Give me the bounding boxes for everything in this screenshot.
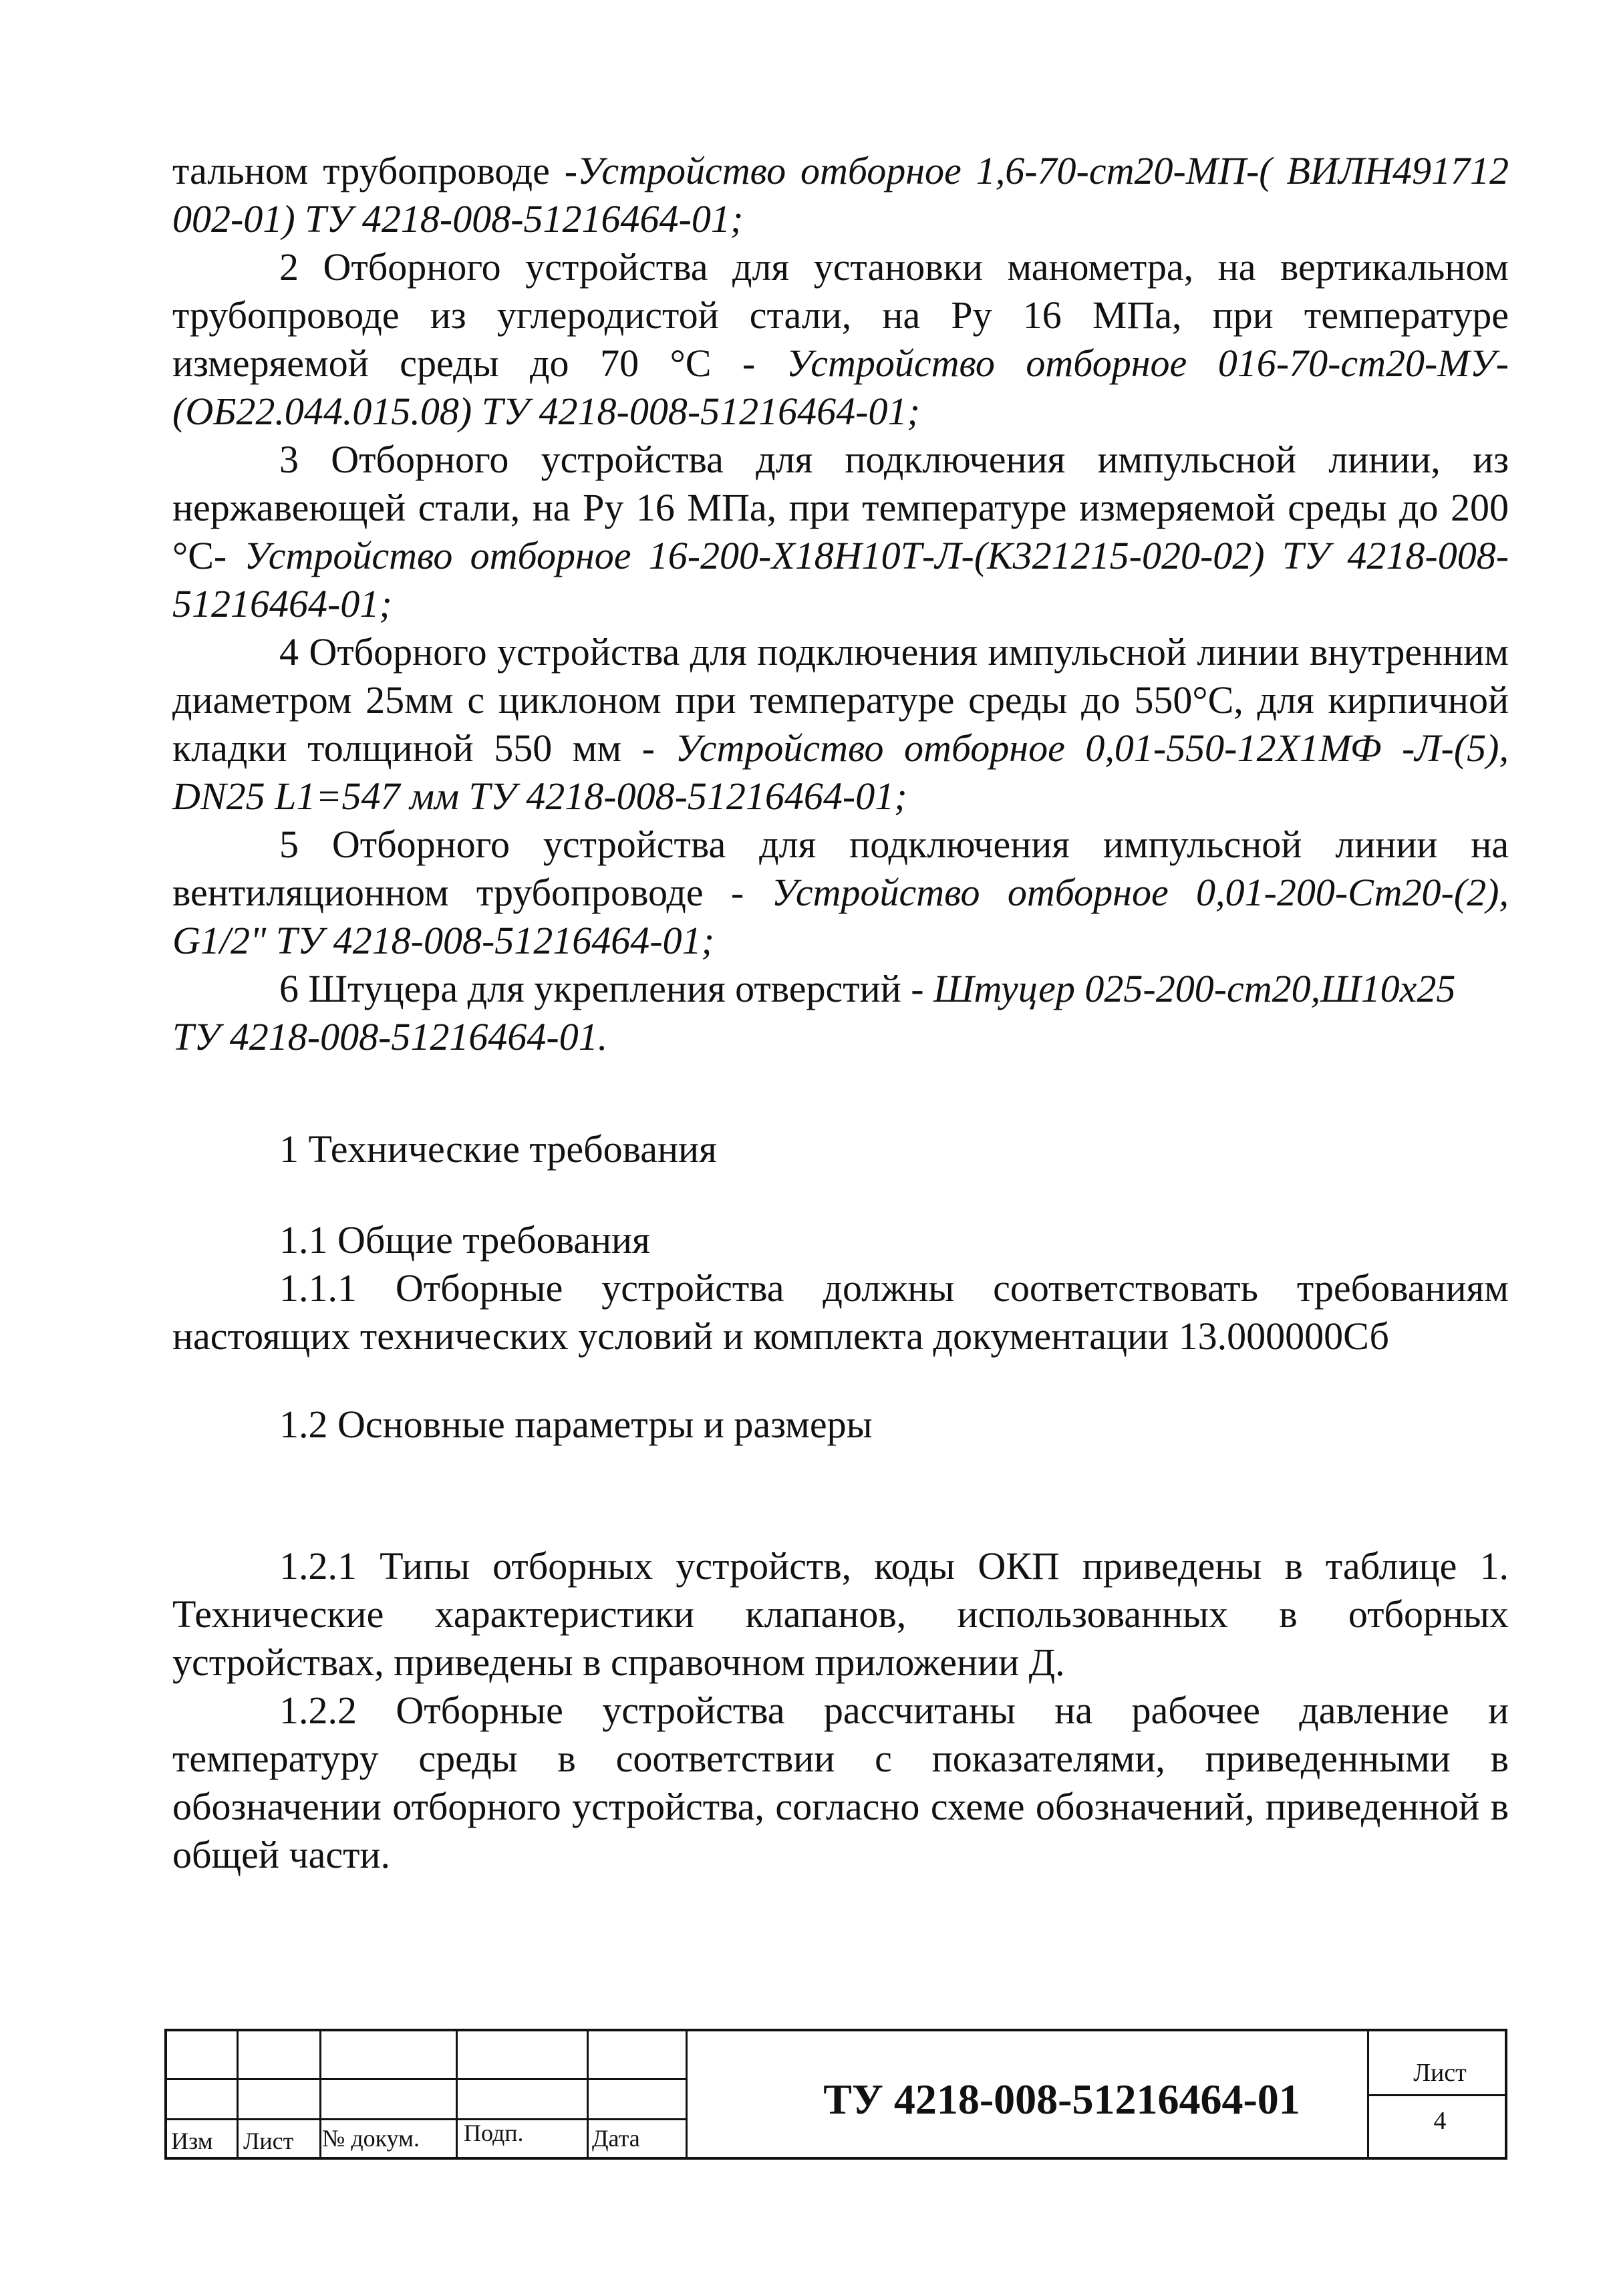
divider	[456, 2031, 458, 2157]
list-item-text: 5 Отборного устройства для подключения импульсной линии на вентиляционном трубопроводе -	[172, 823, 1509, 914]
subsection-heading: 1.2 Основные параметры и размеры	[279, 1403, 873, 1446]
divider	[319, 2031, 321, 2157]
list-item	[172, 436, 1509, 628]
list-item	[172, 628, 1509, 821]
list-item-designation: Штуцер 025-200-ст20,Ш10х25 ТУ 4218-008-51216464-01.	[172, 967, 1456, 1058]
list-item-text: 3 Отборного устройства для подключения импульсной линии, из нержавеющей стали, на Ру 16 МПа, при температуре измеряемой среды до 200 °С-	[172, 438, 1509, 577]
continuation-designation: Устройство отборное 1,6-70-ст20-МП-( ВИЛН491712 002-01) ТУ 4218-008-51216464-01;	[172, 149, 1509, 241]
column-label-date: Дата	[592, 2125, 640, 2152]
list-item-designation: Устройство отборное 016-70-ст20-МУ-(ОБ22.044.015.08) ТУ 4218-008-51216464-01;	[172, 341, 1509, 433]
column-label-doc-number: № докум.	[322, 2125, 420, 2152]
list-item-text: 4 Отборного устройства для подключения импульсной линии внутренним диаметром 25мм с циклоном при температуре среды до 550°С, для кирпичной кладки толщиной 550 мм -	[172, 630, 1509, 770]
divider	[1367, 2094, 1507, 2096]
divider	[587, 2031, 589, 2157]
subsection-heading: 1.1 Общие требования	[279, 1218, 650, 1262]
divider	[237, 2031, 239, 2157]
continuation-paragraph	[172, 147, 1509, 243]
divider	[686, 2031, 688, 2157]
section-heading: 1 Технические требования	[279, 1127, 717, 1171]
continuation-text: тальном трубопроводе -	[172, 149, 578, 192]
column-label-list: Лист	[243, 2128, 294, 2154]
divider	[167, 2078, 686, 2080]
list-item-designation: Устройство отборное 0,01-200-Ст20-(2), G1/2" ТУ 4218-008-51216464-01;	[172, 871, 1509, 962]
column-label-signature: Подп.	[464, 2120, 524, 2146]
paragraph-1-2-1: 1.2.1 Типы отборных устройств, коды ОКП приведены в таблице 1. Технические характеристики клапанов, использованных в отборных устройствах, приведены в справочном приложении Д.	[172, 1544, 1509, 1684]
document-code: ТУ 4218-008-51216464-01	[823, 2075, 1300, 2123]
list-item	[172, 243, 1509, 436]
list-item	[172, 821, 1509, 965]
divider	[167, 2118, 686, 2120]
sheet-label: Лист	[1413, 2059, 1467, 2087]
paragraph-1-2-2: 1.2.2 Отборные устройства рассчитаны на рабочее давление и температуру среды в соответствии с показателями, приведенными в обозначении отборного устройства, согласно схеме обозначений, приведенной в общей части.	[172, 1689, 1509, 1876]
sheet-number: 4	[1433, 2107, 1447, 2135]
column-label-izm: Изм	[171, 2128, 213, 2154]
list-item-text: 6 Штуцера для укрепления отверстий -	[279, 967, 934, 1010]
list-item-designation: Устройство отборное 0,01-550-12Х1МФ -Л-(5), DN25 L1=547 мм ТУ 4218-008-51216464-01;	[172, 726, 1509, 818]
list-item-designation: Устройство отборное 16-200-Х18Н10Т-Л-(К321215-020-02) ТУ 4218-008-51216464-01;	[172, 534, 1509, 625]
list-item	[172, 965, 1509, 1061]
list-item-text: 2 Отборного устройства для установки манометра, на вертикальном трубопроводе из углеродистой стали, на Ру 16 МПа, при температуре измеряемой среды до 70 °С -	[172, 245, 1509, 385]
paragraph-1-1-1: 1.1.1 Отборные устройства должны соответствовать требованиям настоящих технических условий и комплекта документации 13.000000Сб	[172, 1266, 1509, 1358]
title-block	[164, 2029, 1507, 2160]
